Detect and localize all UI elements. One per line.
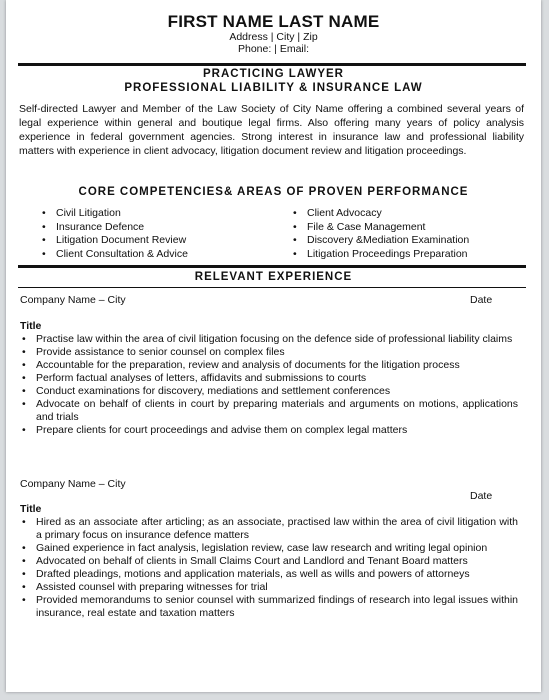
experience-heading: RELEVANT EXPERIENCE <box>194 271 353 283</box>
phone-email-line: Phone: | Email: <box>237 43 309 55</box>
list-item: • Assisted counsel with preparing witnesses for trial <box>20 581 518 594</box>
list-item: • Advocated on behalf of clients in Small Claims Court and Landlord and Tenant Board matters <box>20 555 518 568</box>
competency-item: • File & Case Management <box>293 221 469 235</box>
experience-divider-bottom <box>18 287 526 288</box>
job-date: Date <box>470 490 493 502</box>
competency-item: • Insurance Defence <box>42 221 188 235</box>
list-item: • Perform factual analyses of letters, affidavits and submissions to courts <box>20 372 518 385</box>
list-item: • Hired as an associate after articling; as an associate, practised law within the area of civil litigation with a primary focus on insurance defence matters <box>20 516 518 542</box>
job-title: Title <box>20 503 42 515</box>
list-item: • Provide assistance to senior counsel on complex files <box>20 346 518 359</box>
professional-summary: Self-directed Lawyer and Member of the Law Society of City Name offering a combined several years of legal experience within general and boutique legal firms. Also offering many years of policy analysis experience in federal government agencies. Strong interest in insurance law and professional liability matters with experience in client advocacy, litigation document review and litigation proceedings. <box>19 103 524 157</box>
list-item: • Prepare clients for court proceedings and advise them on complex legal matters <box>20 424 518 437</box>
competency-item: • Litigation Document Review <box>42 234 188 248</box>
header-divider <box>18 63 526 66</box>
competencies-heading: CORE COMPETENCIES& AREAS OF PROVEN PERFORMANCE <box>78 186 469 198</box>
competency-item: • Client Consultation & Advice <box>42 248 188 262</box>
job-title-heading: PRACTICING LAWYER <box>203 68 344 80</box>
list-item: • Provided memorandums to senior counsel with summarized findings of research into legal issues within insurance, real estate and taxation matters <box>20 594 518 620</box>
resume-page <box>6 0 541 692</box>
job-responsibilities <box>20 333 518 437</box>
competencies-right-list <box>293 207 469 261</box>
experience-divider-top <box>18 265 526 268</box>
list-item: • Drafted pleadings, motions and application materials, as well as wills and powers of attorneys <box>20 568 518 581</box>
job-date: Date <box>470 294 493 306</box>
address-line: Address | City | Zip <box>229 31 318 43</box>
competency-item: • Civil Litigation <box>42 207 188 221</box>
list-item: • Accountable for the preparation, review and analysis of documents for the litigation process <box>20 359 518 372</box>
competency-item: • Client Advocacy <box>293 207 469 221</box>
list-item: • Advocate on behalf of clients in court by preparing materials and arguments on motions, applications and trials <box>20 398 518 424</box>
competencies-left-list <box>42 207 188 261</box>
job-title: Title <box>20 320 42 332</box>
list-item: • Practise law within the area of civil litigation focusing on the defence side of professional liability claims <box>20 333 518 346</box>
competency-item: • Litigation Proceedings Preparation <box>293 248 469 262</box>
company-name: Company Name – City <box>20 478 126 490</box>
list-item: • Gained experience in fact analysis, legislation review, case law research and writing legal opinion <box>20 542 518 555</box>
competency-item: • Discovery &Mediation Examination <box>293 234 469 248</box>
company-name: Company Name – City <box>20 294 126 306</box>
job-responsibilities <box>20 516 518 620</box>
list-item: • Conduct examinations for discovery, mediations and settlement conferences <box>20 385 518 398</box>
specialty-heading: PROFESSIONAL LIABILITY & INSURANCE LAW <box>124 82 423 94</box>
candidate-name: FIRST NAME LAST NAME <box>167 12 380 31</box>
